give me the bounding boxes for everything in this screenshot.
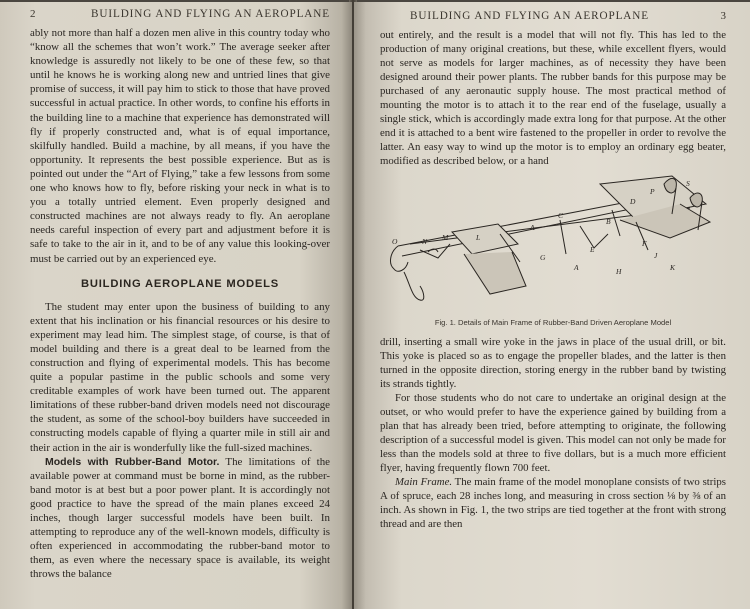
left-page: [0, 2, 352, 609]
label-f: F: [642, 239, 647, 248]
left-page-header: [30, 8, 330, 20]
right-paragraph-2: drill, inserting a small wire yoke in the jaws in place of the usual drill, or bit. This yoke is placed so as to engage the propeller blades, and the latter is then turned in the opposite direction, storing energy in the rubber band by twisting its strands tightly.: [380, 336, 726, 390]
label-o: O: [392, 237, 398, 246]
right-paragraph-4: [380, 475, 726, 531]
label-a1: A: [530, 223, 535, 232]
figure-main-frame: [380, 174, 726, 314]
right-page-number: 3: [720, 10, 726, 22]
label-c: C: [558, 211, 564, 220]
left-paragraph-1: ably not more than half a dozen men alive in this country today who “know all the schemes that won’t work.” The average seeker after knowledge is assuredly not likely to be one of these few, so that until he knows he is working along new and untried lines that give promise of success, it will pay him to stick to those that have proved successful in actual practice. In other words, to confine his efforts in the building line to a machine that experience has demonstrated will fly if properly constructed and, what is of equal importance, skilfully handled. Build a machine, by all means, if you have the opportunity. It represents the best possible experience. But as is pointed out under the “Art of Flying,” take a few lessons from some one who knows how to fly, before risking your neck in what is to you a totally untried element. Even properly designed and constructed machines are not always ready to fly. An aeroplane needs careful inspection of every part and adjustment before it is safe to take to the air in it, and to be of any value this looking-over must be carried out by an experienced eye.: [30, 27, 330, 265]
label-s: S: [686, 179, 690, 188]
right-running-title: BUILDING AND FLYING AN AEROPLANE: [410, 10, 649, 22]
label-g: G: [540, 253, 546, 262]
right-paragraph-4-text: The main frame of the model monoplane consists of two strips A of spruce, each 28 inches long, and measuring in cross section ⅛ by ⅜ of an inch. As shown in Fig. 1, the two strips are tied together at the front with strong thread and are then: [380, 476, 726, 530]
right-page-body: [380, 28, 726, 531]
left-paragraph-3-text: The limitations of the available power at command must be borne in mind, as the rubber-band motor is at best but a poor power plant. It is accordingly not good practice to have the spread of the main planes exceed 24 inches, though larger successful models have been built. In attempting to reproduce any of the well-known models, difficulty is often experienced in accommodating the rubber-band motor to them, as even where the necessary space is available, its weight throws the balance: [30, 455, 330, 581]
section-heading: BUILDING AEROPLANE MODELS: [81, 277, 279, 290]
label-k: K: [670, 263, 676, 272]
label-b: B: [606, 217, 611, 226]
label-j: J: [654, 251, 658, 260]
label-d: D: [630, 197, 636, 206]
left-paragraph-3: [30, 455, 330, 582]
right-paragraph-1: out entirely, and the result is a model that will not fly. This has led to the production of many original creations, but these, while excellent flyers, would not serve as models for larger machines, as of necessity they have been designed around their power plants. The rubber bands for this purpose may be purchased of any aeronautic supply house. The most practical method of mounting the motor is to attach it to the rear end of the fuselage, usually a single stick, which is accordingly made extra long for that purpose. At the other end it is attached to a bent wire fastened to the propeller in order to revolve the latter. An easy way to wind up the motor is to employ an ordinary egg beater, modified as described below, or a hand: [380, 29, 726, 167]
left-page-number: 2: [30, 8, 36, 20]
label-p: P: [650, 187, 655, 196]
label-l: L: [476, 233, 481, 242]
right-paragraph-3: For those students who do not care to undertake an original design at the outset, or who would prefer to have the experience gained by building from a plan that has already been tried, before attempting to originate, the following description of a successful model is given. This model can not only be made for less than the models sold at three to five dollars, but is a much more efficient flyer, having frequently flown 700 feet.: [380, 392, 726, 474]
label-n: N: [422, 237, 428, 246]
subhead-rubber-band-motor: Models with Rubber-Band Motor.: [45, 455, 220, 468]
left-page-body: [30, 26, 330, 581]
label-h: H: [616, 267, 622, 276]
label-a2: A: [574, 263, 579, 272]
label-e: E: [590, 245, 595, 254]
right-page: [354, 2, 750, 609]
figure-caption: Fig. 1. Details of Main Frame of Rubber-Band Driven Aeroplane Model: [434, 318, 672, 327]
left-paragraph-2: The student may enter upon the business of building to any extent that his inclination or his financial resources or his desire to experiment may lead him. The simplest stage, of course, is that of model building and there is a great deal to be learned from the construction and flying of experimental models. This has become quite a popular pastime in the public schools and some very creditable examples of work have been turned out. The apparent limitations of these rubber-band driven models need not discourage the student, as some of the school-boy builders have succeeded in constructing models capable of flying a quarter mile in still air and their action in the air is wonderfully like the full-sized machines.: [30, 300, 330, 454]
aeroplane-model-diagram: [380, 174, 726, 314]
right-page-header: [380, 10, 726, 22]
label-m: M: [442, 233, 449, 242]
left-running-title: BUILDING AND FLYING AN AEROPLANE: [91, 8, 330, 20]
subhead-main-frame: Main Frame.: [395, 476, 453, 488]
